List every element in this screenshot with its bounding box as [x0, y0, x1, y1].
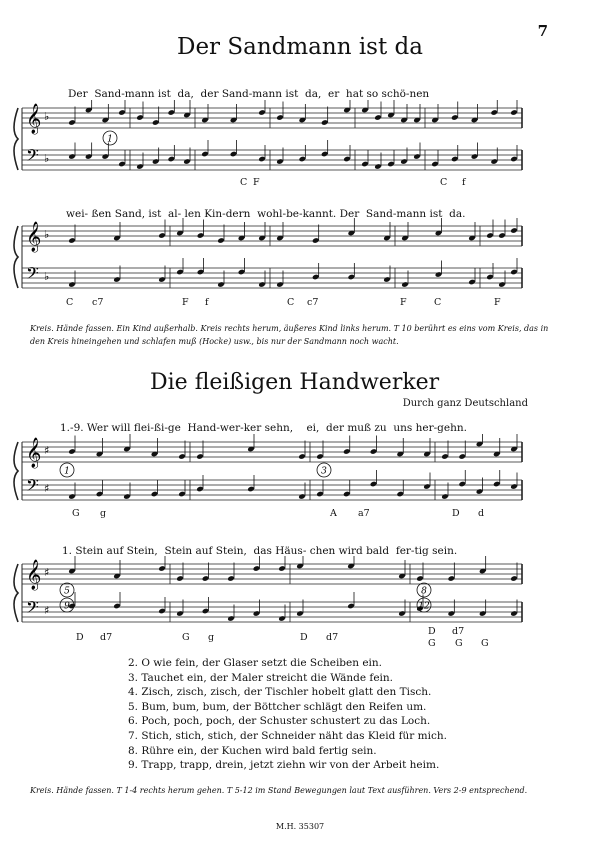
catalog-number: M.H. 35307: [275, 822, 325, 831]
chord-label: D: [452, 508, 460, 519]
song1-chords-line2: [0, 297, 600, 311]
key-signature: ♭: [44, 228, 50, 241]
verse-line: 2. O wie fein, der Glaser setzt die Scheiben ein.: [128, 657, 383, 669]
song2-system2: [0, 556, 600, 636]
chord-label: G: [182, 632, 190, 643]
song2-chords-line2: [0, 626, 600, 649]
key-signature: ♯: [44, 444, 50, 457]
song2-chords-line1: [0, 508, 600, 522]
brace: [14, 564, 18, 622]
song2-system1: [0, 434, 600, 514]
measure-marker: 8: [421, 586, 427, 597]
song2-instructions: Kreis. Hände fassen. T 1-4 rechts herum gehen. T 5-12 im Stand Bewegungen laut Text ausführen. Vers 2-9 entsprechend.: [30, 786, 528, 795]
song2-verses: [128, 656, 447, 773]
song1-title: Der Sandmann ist da: [177, 34, 423, 60]
key-signature: ♯: [44, 482, 50, 495]
chord-label: C: [240, 177, 248, 188]
chord-label: C: [66, 297, 74, 308]
bass-clef: 𝄢: [26, 263, 39, 287]
chord-label: D: [76, 632, 84, 643]
song1-lyrics-line2: wei- ßen Sand, ist al- len Kin-dern wohl-be-kannt. Der Sand-mann ist da.: [66, 208, 466, 220]
chord-label: G: [455, 638, 463, 649]
key-signature: ♯: [44, 566, 50, 579]
chord-label: C: [287, 297, 295, 308]
bass-clef: 𝄢: [26, 475, 39, 499]
chord-label: d7: [100, 632, 113, 643]
brace: [14, 442, 18, 500]
brace: [14, 226, 18, 288]
song2-lyrics-line1: 1.-9. Wer will flei-ßi-ge Hand-wer-ker sehn, ei, der muß zu uns her-gehn.: [60, 422, 467, 434]
chord-label: D: [300, 632, 308, 643]
chord-label: d: [478, 508, 485, 519]
verse-line: 7. Stich, stich, stich, der Schneider näht das Kleid für mich.: [128, 729, 447, 742]
song1-system2: [0, 218, 600, 298]
chord-label: F: [494, 297, 501, 308]
treble-clef: 𝄞: [26, 222, 42, 252]
chord-label: C: [434, 297, 442, 308]
song2-title: Die fleißigen Handwerker: [150, 370, 440, 395]
chord-label: G: [72, 508, 80, 519]
measure-marker: 1: [107, 134, 113, 145]
chord-label: A: [330, 508, 337, 519]
brace: [14, 108, 18, 170]
page-number: 7: [537, 22, 548, 40]
chord-label: g: [208, 632, 215, 643]
measure-marker: 1: [64, 466, 70, 477]
verse-line: 4. Zisch, zisch, zisch, der Tischler hobelt glatt den Tisch.: [128, 686, 432, 699]
measure-marker: 3: [321, 466, 327, 477]
verse-line: 8. Rühre ein, der Kuchen wird bald fertig sein.: [128, 744, 377, 757]
chord-label: D: [428, 626, 436, 637]
verse-line: 9. Trapp, trapp, drein, jetzt ziehn wir von der Arbeit heim.: [128, 759, 440, 772]
chord-label: f: [462, 177, 466, 188]
song1-instructions: Kreis. Hände fassen. Ein Kind außerhalb. Kreis rechts herum, äußeres Kind links herum. T 10 berührt es eins vom Kreis, das in den Kreis hineingehen und schlafen muß (Hocke) usw., bis nur der Sandmann noch wacht.: [30, 324, 549, 346]
treble-clef: 𝄞: [26, 560, 42, 590]
verse-line: 5. Bum, bum, bum, der Böttcher schlägt den Reifen um.: [128, 700, 427, 713]
measure-marker: 12: [418, 601, 430, 612]
key-signature: ♯: [44, 604, 50, 617]
song1-chords-line1: [0, 177, 600, 191]
verse-line: 3. Tauchet ein, der Maler streicht die Wände fein.: [128, 671, 393, 684]
measure-marker: 5: [64, 586, 70, 597]
key-signature: ♭: [44, 270, 50, 283]
song2-origin: Durch ganz Deutschland: [402, 398, 528, 409]
chord-label: F: [182, 297, 189, 308]
chord-label: d7: [452, 626, 465, 637]
chord-label: a7: [358, 508, 370, 519]
chord-label: c7: [92, 297, 104, 308]
key-signature: ♭: [44, 152, 50, 165]
chord-label: g: [100, 508, 107, 519]
song2-lyrics-line2: 1. Stein auf Stein, Stein auf Stein, das Häus- chen wird bald fer-tig sein.: [62, 545, 458, 557]
key-signature: ♭: [44, 110, 50, 123]
chord-label: G: [428, 638, 436, 649]
chord-label: F: [253, 177, 260, 188]
verse-line: 6. Poch, poch, poch, der Schuster schustert zu das Loch.: [128, 715, 431, 728]
bass-clef: 𝄢: [26, 145, 39, 169]
chord-label: f: [205, 297, 209, 308]
treble-clef: 𝄞: [26, 438, 42, 468]
measure-marker: 9: [64, 601, 70, 612]
treble-clef: 𝄞: [26, 104, 42, 134]
chord-label: C: [440, 177, 448, 188]
chord-label: F: [400, 297, 407, 308]
chord-label: c7: [307, 297, 319, 308]
chord-label: G: [481, 638, 489, 649]
chord-label: d7: [326, 632, 339, 643]
song1-lyrics-line1: Der Sand-mann ist da, der Sand-mann ist da, er hat so schö-nen: [68, 88, 430, 100]
bass-clef: 𝄢: [26, 597, 39, 621]
